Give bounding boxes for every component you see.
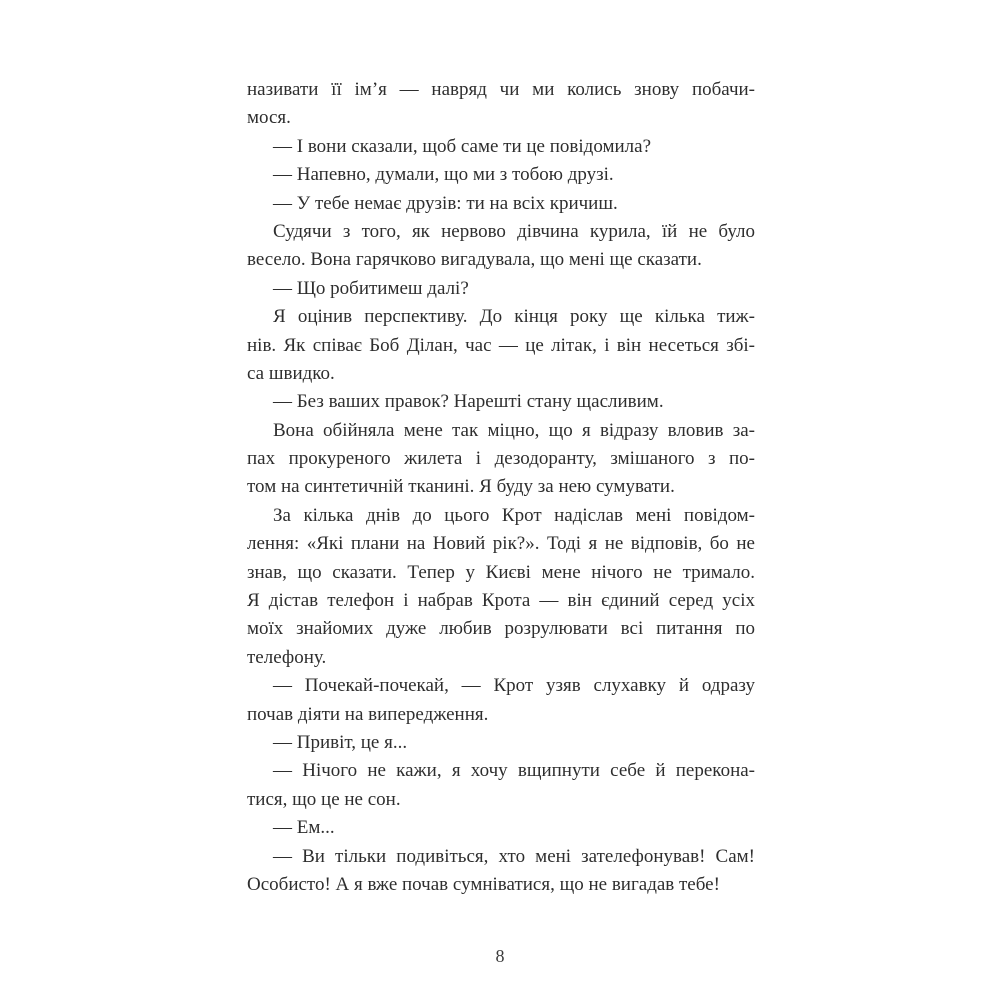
text-line: Вона обійняла мене так міцно, що я відразу вловив за- bbox=[273, 419, 755, 441]
text-line: — Почекай-почекай, — Крот узяв слухавку й одразу bbox=[273, 675, 755, 697]
text-line: — У тебе немає друзів: ти на всіх кричиш. bbox=[273, 192, 618, 214]
text-line: — Ви тільки подивіться, хто мені зателефонував! Сам! bbox=[273, 845, 755, 867]
text-line: — Що робитимеш далі? bbox=[273, 277, 469, 299]
text-line: Я дістав телефон і набрав Крота — він єдиний серед усіх bbox=[247, 590, 755, 612]
text-line: За кілька днів до цього Крот надіслав мені повідом- bbox=[273, 504, 755, 526]
text-line: називати її ім’я — навряд чи ми колись знову побачи- bbox=[247, 79, 755, 100]
text-line: са швидко. bbox=[247, 362, 335, 384]
text-line: почав діяти на випередження. bbox=[247, 703, 489, 725]
text-line: знав, що сказати. Тепер у Києві мене нічого не тримало. bbox=[247, 561, 755, 583]
text-line: Особисто! А я вже почав сумніватися, що не вигадав тебе! bbox=[247, 873, 720, 895]
text-line: — Без ваших правок? Нарешті стану щасливим. bbox=[273, 391, 664, 413]
text-line: Судячи з того, як нервово дівчина курила, їй не було bbox=[273, 220, 755, 242]
text-line: мося. bbox=[247, 107, 291, 129]
text-line: пах прокуреного жилета і дезодоранту, змішаного з по- bbox=[247, 448, 755, 470]
page-number: 8 bbox=[495, 946, 505, 966]
text-line: нів. Як співає Боб Ділан, час — це літак, і він несеться збі- bbox=[247, 334, 755, 356]
text-line: — Напевно, думали, що ми з тобою друзі. bbox=[273, 164, 614, 186]
text-line: моїх знайомих дуже любив розрулювати всі питання по bbox=[247, 618, 755, 640]
text-line: Я оцінив перспективу. До кінця року ще кілька тиж- bbox=[273, 306, 755, 328]
text-line: телефону. bbox=[247, 646, 327, 668]
text-line: лення: «Які плани на Новий рік?». Тоді я не відповів, бо не bbox=[247, 533, 755, 555]
text-line: — Ем... bbox=[273, 817, 335, 839]
text-line: тися, що це не сон. bbox=[247, 788, 401, 810]
text-line: — Привіт, це я... bbox=[273, 731, 408, 753]
text-line: — І вони сказали, щоб саме ти це повідомила? bbox=[273, 135, 652, 157]
text-line: весело. Вона гарячково вигадувала, що мені ще сказати. bbox=[247, 249, 702, 271]
text-line: том на синтетичній тканині. Я буду за нею сумувати. bbox=[247, 476, 675, 498]
text-line: — Нічого не кажи, я хочу вщипнути себе й перекона- bbox=[273, 760, 755, 782]
text-block bbox=[247, 76, 755, 899]
